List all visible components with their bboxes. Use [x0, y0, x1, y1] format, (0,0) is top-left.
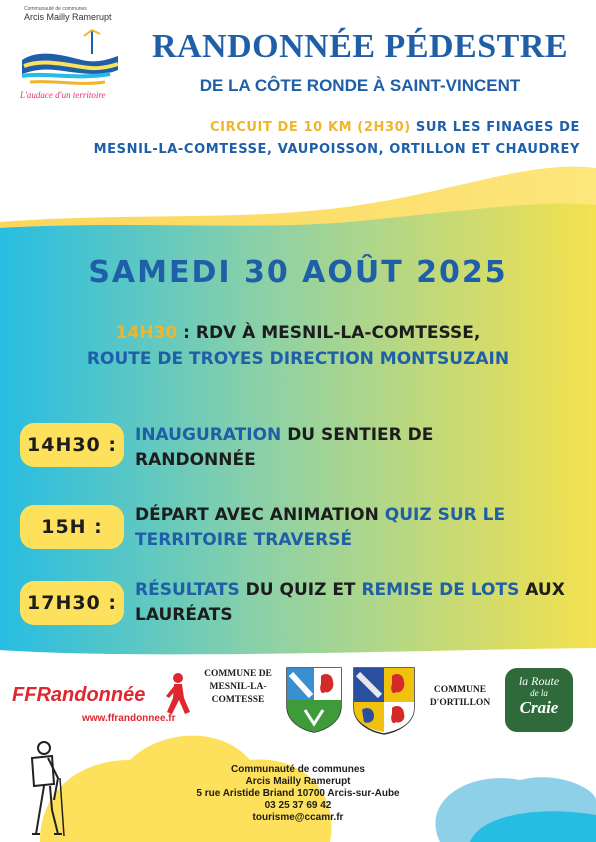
contact-block [130, 764, 466, 824]
rdv-line [0, 323, 596, 343]
route-craie-line-2: de la [530, 688, 548, 698]
mesnil-coat-of-arms-icon [285, 666, 343, 734]
circuit-length: CIRCUIT DE 10 KM (2H30) [210, 120, 411, 135]
ortillon-coat-of-arms-icon [352, 666, 416, 736]
commune-mesnil-line-1: COMMUNE DE [204, 669, 272, 679]
hiker-icon [160, 672, 192, 716]
rdv-route: ROUTE DE TROYES DIRECTION MONTSUZAIN [86, 349, 510, 369]
logo-subtitle: Communauté de communes [24, 6, 87, 12]
page-title: RANDONNÉE PÉDESTRE [151, 28, 569, 65]
ffr-prefix: FF [12, 684, 37, 706]
circuit-line [0, 120, 580, 135]
ccamr-logo [14, 6, 124, 106]
contact-line-1: Communauté de communes [231, 764, 365, 775]
commune-ortillon [424, 684, 496, 710]
event-date: SAMEDI 30 AOÛT 2025 [88, 255, 508, 290]
program-1-part-2: DU SENTIER DE RANDONNÉE [135, 425, 434, 470]
contact-email[interactable]: tourisme@ccamr.fr [252, 812, 344, 823]
program-time-3: 17H30 : [20, 581, 124, 625]
route-craie-line-1: la Route [518, 674, 560, 688]
program-time-2: 15H : [20, 505, 124, 549]
page-subtitle: DE LA CÔTE RONDE À SAINT-VINCENT [199, 76, 521, 95]
ffr-name: Randonnée [36, 684, 146, 706]
program-time-1: 14H30 : [20, 423, 124, 467]
ffrandonnee-logo [12, 684, 145, 707]
contact-address: 5 rue Aristide Briand 10700 Arcis-sur-Aube [196, 788, 400, 799]
circuit-suffix: SUR LES FINAGES DE [415, 120, 580, 135]
program-3-part-4: AUX LAURÉATS [135, 580, 565, 625]
rdv-text: : RDV À MESNIL-LA-COMTESSE, [183, 323, 481, 343]
logo-tagline: L'audace d'un territoire [20, 90, 106, 100]
route-craie-line-3: Craie [519, 698, 559, 717]
commune-mesnil [198, 668, 278, 707]
hiker-illustration-icon [18, 738, 68, 838]
ffr-url[interactable]: www.ffrandonnee.fr [82, 713, 176, 724]
commune-ortillon-line-2: D'ORTILLON [429, 698, 491, 708]
program-3-part-2: DU QUIZ ET [239, 580, 362, 600]
program-item-3 [135, 578, 575, 628]
commune-ortillon-line-1: COMMUNE [433, 685, 487, 695]
commune-mesnil-line-3: COMTESSE [211, 695, 265, 705]
program-2-part-2: QUIZ SUR LE TERRITOIRE TRAVERSÉ [135, 505, 506, 550]
logo-wave-graphic [20, 26, 120, 90]
program-3-part-1: RÉSULTATS [135, 580, 240, 600]
contact-line-2: Arcis Mailly Ramerupt [245, 776, 351, 787]
program-item-1 [135, 423, 465, 473]
program-2-part-1: DÉPART AVEC ANIMATION [135, 505, 385, 525]
program-item-2 [135, 503, 560, 553]
rdv-time: 14H30 [115, 323, 178, 343]
commune-mesnil-line-2: MESNIL-LA- [209, 682, 267, 692]
finages-line: MESNIL-LA-COMTESSE, VAUPOISSON, ORTILLON ET CHAUDREY [93, 142, 580, 157]
program-1-part-1: INAUGURATION [135, 425, 282, 445]
program-3-part-3: REMISE DE LOTS [361, 580, 520, 600]
route-de-la-craie-badge [505, 668, 573, 732]
logo-name: Arcis Mailly Ramerupt [24, 12, 112, 22]
contact-phone[interactable]: 03 25 37 69 42 [264, 800, 332, 811]
